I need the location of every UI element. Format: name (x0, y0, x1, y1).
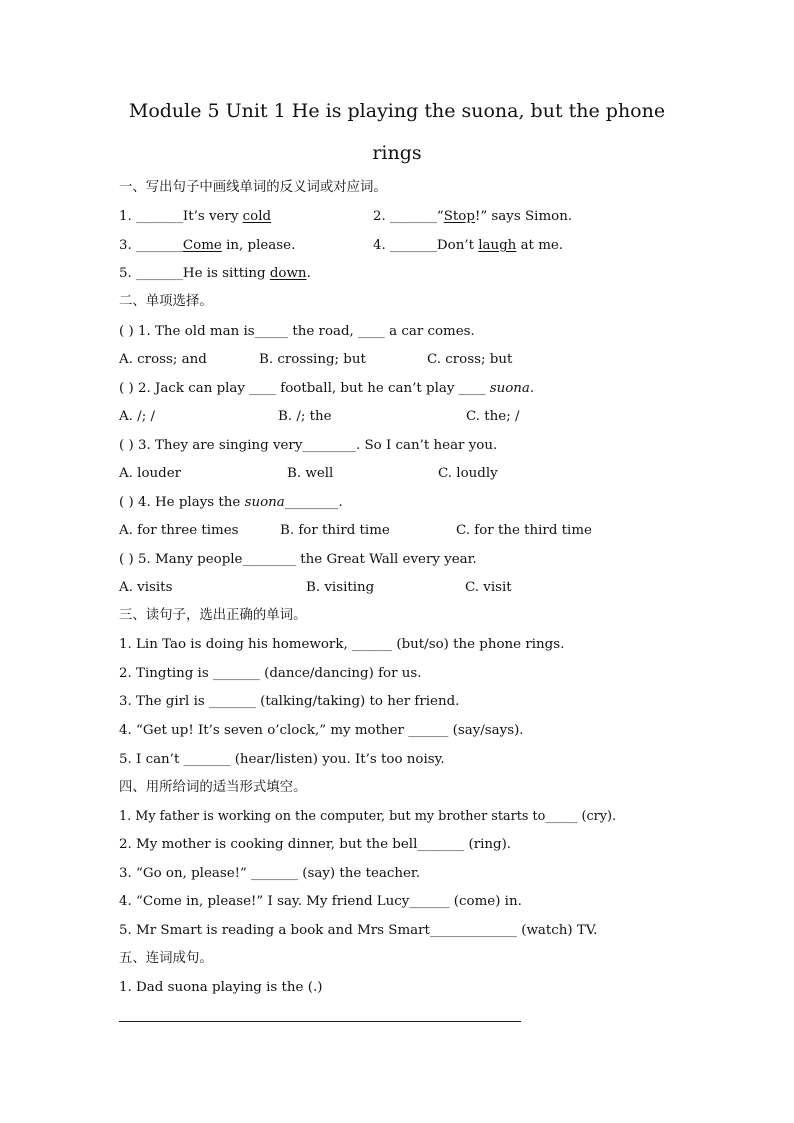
s5-question-1: 1. Dad suona playing is the (.) (119, 980, 323, 995)
s1-q5-text-end: . (306, 266, 311, 281)
s1-question-3 (119, 237, 295, 255)
s4-item-5: 5. Mr Smart is reading a book and Mrs Smart_____________ (watch) TV. (119, 923, 598, 938)
s2-q2-option-b: B. /; the (278, 409, 332, 424)
s2-q3-option-b: B. well (287, 466, 334, 481)
page-title-line-1: Module 5 Unit 1 He is playing the suona, but the phone (128, 100, 666, 122)
s4-item-1: 1. My father is working on the computer, but my brother starts to_____ (cry). (119, 809, 617, 824)
s1-question-4 (373, 237, 563, 255)
s1-q4-text: 4. _______Don’t (373, 238, 479, 253)
s1-q2-text: 2. _______“ (373, 209, 444, 224)
s1-q1-underlined-word: cold (242, 209, 272, 224)
s1-question-1 (119, 208, 271, 226)
s2-q5-option-c: C. visit (465, 580, 512, 595)
s2-q5-stem: ( ) 5. Many people________ the Great Wall every year. (119, 552, 477, 567)
s2-q4-option-c: C. for the third time (456, 523, 592, 538)
s4-item-2: 2. My mother is cooking dinner, but the bell_______ (ring). (119, 837, 512, 852)
s1-question-2 (373, 208, 572, 226)
s2-q4-option-a: A. for three times (119, 523, 239, 538)
s3-item-2: 2. Tingting is _______ (dance/dancing) for us. (119, 666, 422, 681)
s1-q2-underlined-word: Stop (443, 209, 475, 224)
s3-item-4: 4. “Get up! It’s seven o’clock,” my mother ______ (say/says). (119, 723, 524, 738)
s2-q2-stem (119, 380, 534, 398)
s3-item-3: 3. The girl is _______ (talking/taking) to her friend. (119, 694, 460, 709)
s2-q1-option-c: C. cross; but (427, 352, 513, 367)
section-3-heading: 三、读句子，选出正确的单词。 (119, 608, 307, 623)
s3-item-5: 5. I can’t _______ (hear/listen) you. It’s too noisy. (119, 752, 445, 767)
s2-q2-option-a: A. /; / (119, 409, 155, 424)
s1-q2-text-end: !” says Simon. (474, 209, 573, 224)
section-4-heading: 四、用所给词的适当形式填空。 (119, 780, 307, 795)
s2-q3-stem: ( ) 3. They are singing very________. So I can’t hear you. (119, 438, 498, 453)
s1-q4-text-end: at me. (516, 238, 564, 253)
s3-item-1: 1. Lin Tao is doing his homework, ______ (but/so) the phone rings. (119, 637, 565, 652)
s2-q5-option-b: B. visiting (306, 580, 375, 595)
s2-q3-option-a: A. louder (119, 466, 182, 481)
s5-answer-line (119, 1021, 521, 1022)
s1-q3-underlined-word: Come (182, 238, 222, 253)
s1-q3-text-end: in, please. (221, 238, 296, 253)
s4-item-4: 4. “Come in, please!” I say. My friend Lucy______ (come) in. (119, 894, 522, 909)
s1-q4-underlined-word: laugh (478, 238, 517, 253)
s2-q1-option-a: A. cross; and (119, 352, 207, 367)
s2-q2-stem-italic: suona (489, 381, 530, 396)
s2-q2-stem-end: . (529, 381, 535, 396)
s1-q3-text: 3. _______ (119, 238, 183, 253)
s2-q1-option-b: B. crossing; but (259, 352, 366, 367)
section-5-heading: 五、连词成句。 (119, 951, 213, 966)
s2-q4-stem-italic: suona (244, 495, 285, 510)
page-title-line-2: rings (372, 142, 422, 164)
s1-q1-text: 1. _______It’s very (119, 209, 243, 224)
s2-q4-stem (119, 494, 343, 512)
s2-q5-option-a: A. visits (119, 580, 173, 595)
s2-q2-stem-text: ( ) 2. Jack can play ____ football, but he can’t play ____ (119, 381, 490, 396)
s1-q5-underlined-word: down (269, 266, 307, 281)
s2-q4-stem-end: ________. (284, 495, 343, 510)
s2-q1-stem: ( ) 1. The old man is_____ the road, ____ a car comes. (119, 324, 475, 339)
section-1-heading: 一、写出句子中画线单词的反义词或对应词。 (119, 180, 387, 195)
s2-q3-option-c: C. loudly (438, 466, 498, 481)
s1-q5-text: 5. _______He is sitting (119, 266, 270, 281)
s2-q4-option-b: B. for third time (280, 523, 390, 538)
s1-question-5 (119, 265, 311, 283)
s2-q4-stem-text: ( ) 4. He plays the (119, 495, 245, 510)
s4-item-3: 3. “Go on, please!” _______ (say) the teacher. (119, 866, 421, 881)
s2-q2-option-c: C. the; / (466, 409, 520, 424)
section-2-heading: 二、单项选择。 (119, 294, 213, 309)
